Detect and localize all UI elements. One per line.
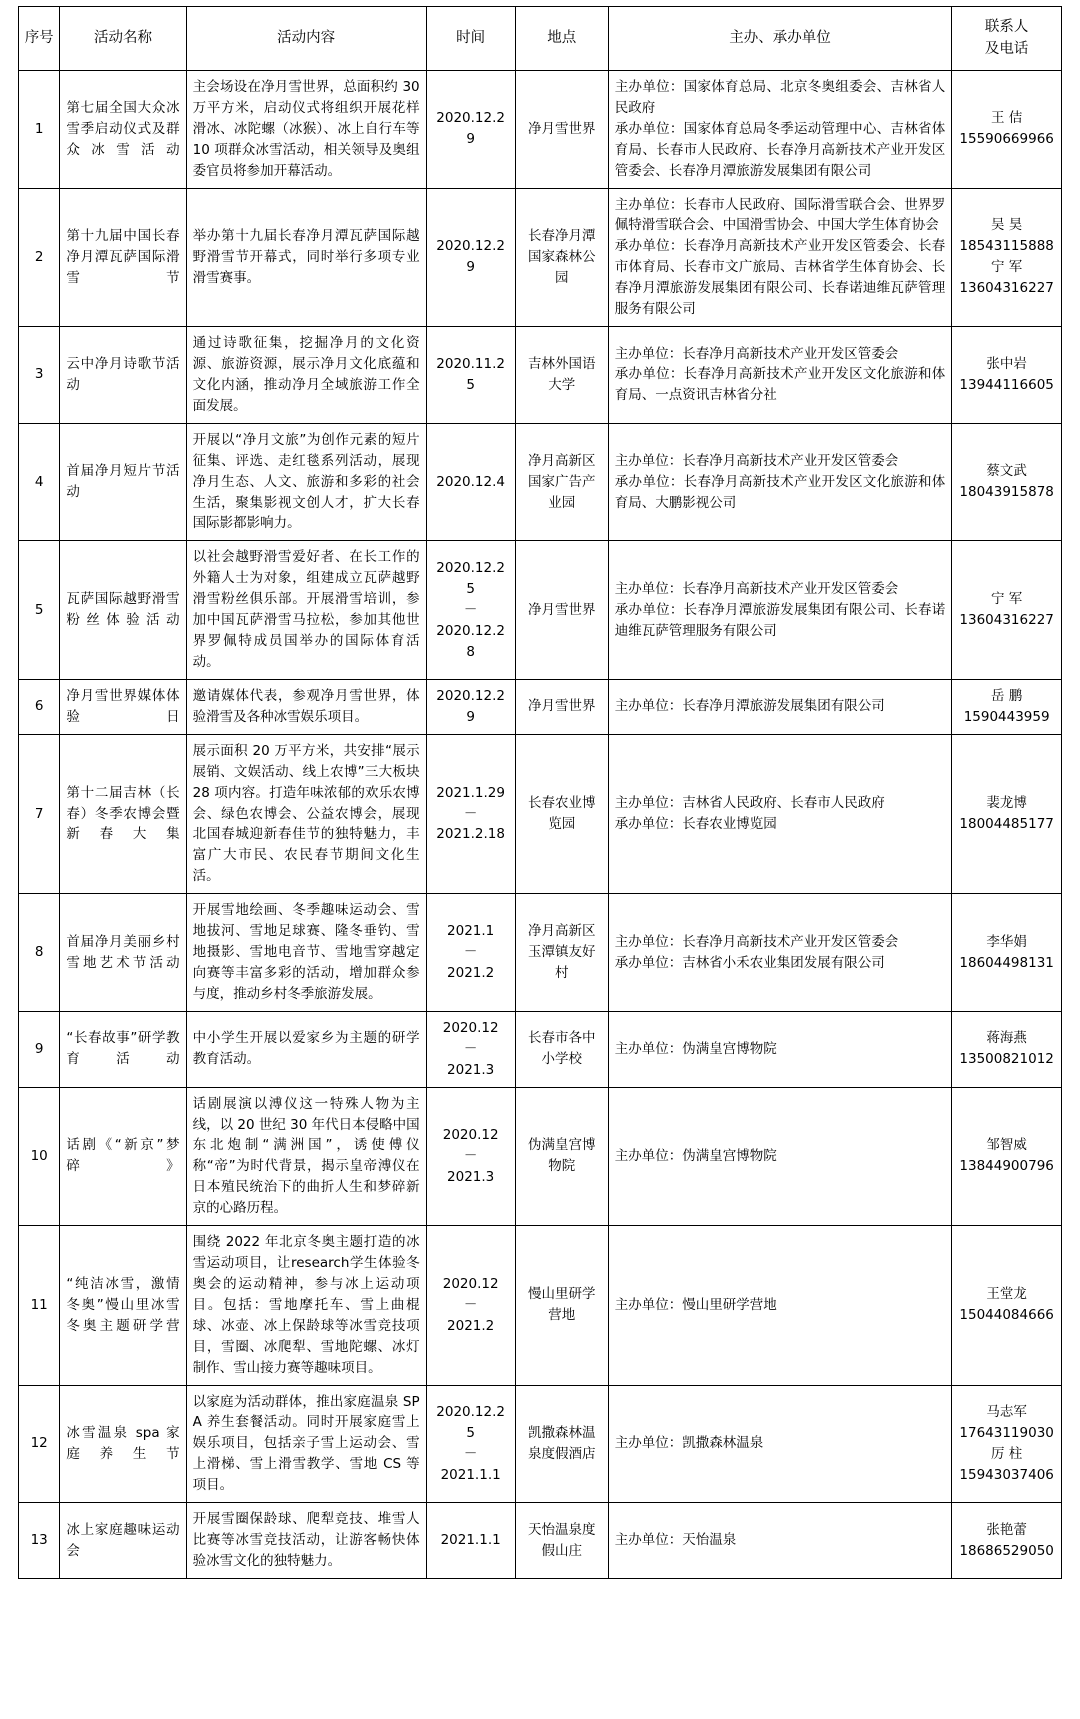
cell-activity-content: 话剧展演以溥仪这一特殊人物为主线，以 20 世纪 30 年代日本侵略中国东北炮制“满洲国”，诱使傅仪称“帝”为时代背景，揭示皇帝溥仪在日本殖民统治下的曲折人生和梦碎新京的心路历程。	[186, 1087, 426, 1226]
cell-no: 11	[19, 1226, 60, 1385]
cell-no: 8	[19, 894, 60, 1012]
cell-activity-name: 净月雪世界媒体体验日	[60, 679, 186, 734]
cell-contact: 宁 军 13604316227	[952, 541, 1062, 680]
cell-no: 9	[19, 1011, 60, 1087]
cell-contact: 裴龙博 18004485177	[952, 734, 1062, 893]
table-row	[19, 1011, 1062, 1087]
cell-activity-name: 冰雪温泉 spa 家庭养生节	[60, 1385, 186, 1503]
cell-activity-name: 第十二届吉林（长春）冬季农博会暨新春大集	[60, 734, 186, 893]
cell-no: 3	[19, 327, 60, 424]
activities-table	[18, 6, 1062, 1579]
cell-activity-name: 云中净月诗歌节活动	[60, 327, 186, 424]
cell-contact: 马志军 17643119030 厉 柱 15943037406	[952, 1385, 1062, 1503]
cell-place: 净月雪世界	[515, 679, 608, 734]
cell-time: 2020.12.29	[426, 188, 515, 327]
cell-activity-name: “长春故事”研学教育活动	[60, 1011, 186, 1087]
cell-organizer: 主办单位：凯撒森林温泉	[608, 1385, 952, 1503]
cell-time: 2021.1 － 2021.2	[426, 894, 515, 1012]
cell-activity-name: 第十九届中国长春净月潭瓦萨国际滑雪节	[60, 188, 186, 327]
column-header-name: 活动名称	[60, 7, 186, 71]
cell-no: 2	[19, 188, 60, 327]
cell-organizer: 主办单位：伪满皇宫博物院	[608, 1011, 952, 1087]
cell-place: 长春市各中小学校	[515, 1011, 608, 1087]
cell-place: 凯撒森林温泉度假酒店	[515, 1385, 608, 1503]
cell-organizer: 主办单位：国家体育总局、北京冬奥组委会、吉林省人民政府 承办单位：国家体育总局冬季运动管理中心、吉林省体育局、长春市人民政府、长春净月高新技术产业开发区管委会、长春净月潭旅游发展集团有限公司	[608, 70, 952, 188]
table-header-row	[19, 7, 1062, 71]
column-header-content: 活动内容	[186, 7, 426, 71]
cell-contact: 王 佶 15590669966	[952, 70, 1062, 188]
cell-no: 1	[19, 70, 60, 188]
table-row	[19, 1226, 1062, 1385]
cell-activity-name: 首届净月美丽乡村雪地艺术节活动	[60, 894, 186, 1012]
cell-contact: 岳 鹏 1590443959	[952, 679, 1062, 734]
cell-organizer: 主办单位：天怡温泉	[608, 1503, 952, 1579]
cell-activity-name: 冰上家庭趣味运动会	[60, 1503, 186, 1579]
cell-time: 2020.12.29	[426, 679, 515, 734]
cell-place: 净月雪世界	[515, 541, 608, 680]
cell-activity-content: 开展以“净月文旅”为创作元素的短片征集、评选、走红毯系列活动，展现净月生态、人文、旅游和多彩的社会生活，聚集影视文创人才，扩大长春国际影都影响力。	[186, 423, 426, 541]
cell-no: 5	[19, 541, 60, 680]
cell-activity-content: 以社会越野滑雪爱好者、在长工作的外籍人士为对象，组建成立瓦萨越野滑雪粉丝俱乐部。开展滑雪培训，参加中国瓦萨滑雪马拉松，参加其他世界罗佩特成员国举办的国际体育活动。	[186, 541, 426, 680]
cell-no: 13	[19, 1503, 60, 1579]
cell-time: 2020.12 － 2021.3	[426, 1087, 515, 1226]
column-header-time: 时间	[426, 7, 515, 71]
column-header-organizer: 主办、承办单位	[608, 7, 952, 71]
cell-activity-content: 开展雪圈保龄球、爬犁竞技、堆雪人比赛等冰雪竞技活动，让游客畅快体验冰雪文化的独特魅力。	[186, 1503, 426, 1579]
cell-time: 2020.12.4	[426, 423, 515, 541]
cell-organizer: 主办单位：长春净月潭旅游发展集团有限公司	[608, 679, 952, 734]
cell-place: 慢山里研学营地	[515, 1226, 608, 1385]
cell-time: 2021.1.1	[426, 1503, 515, 1579]
table-row	[19, 541, 1062, 680]
cell-no: 7	[19, 734, 60, 893]
cell-activity-content: 举办第十九届长春净月潭瓦萨国际越野滑雪节开幕式，同时举行多项专业滑雪赛事。	[186, 188, 426, 327]
table-row	[19, 1503, 1062, 1579]
cell-no: 10	[19, 1087, 60, 1226]
cell-activity-content: 中小学生开展以爱家乡为主题的研学教育活动。	[186, 1011, 426, 1087]
table-row	[19, 679, 1062, 734]
cell-place: 吉林外国语大学	[515, 327, 608, 424]
cell-no: 6	[19, 679, 60, 734]
contact-header-line1: 联系人	[984, 19, 1029, 35]
cell-time: 2021.1.29 － 2021.2.18	[426, 734, 515, 893]
table-row	[19, 327, 1062, 424]
cell-place: 净月高新区玉潭镇友好村	[515, 894, 608, 1012]
cell-activity-content: 围绕 2022 年北京冬奥主题打造的冰雪运动项目，让research学生体验冬奥会的运动精神，参与冰上运动项目。包括：雪地摩托车、雪上曲棍球、冰壶、冰上保龄球等冰雪竞技项目，雪圈、冰爬犁、雪地陀螺、冰灯制作、雪山接力赛等趣味项目。	[186, 1226, 426, 1385]
cell-contact: 吴 昊 18543115888 宁 军 13604316227	[952, 188, 1062, 327]
cell-organizer: 主办单位：长春净月高新技术产业开发区管委会 承办单位：长春净月高新技术产业开发区文化旅游和体育局、大鹏影视公司	[608, 423, 952, 541]
cell-place: 净月高新区国家广告产业园	[515, 423, 608, 541]
table-row	[19, 1087, 1062, 1226]
table-row	[19, 70, 1062, 188]
cell-contact: 张艳蕾 18686529050	[952, 1503, 1062, 1579]
cell-activity-content: 通过诗歌征集，挖掘净月的文化资源、旅游资源，展示净月文化底蕴和文化内涵，推动净月全域旅游工作全面发展。	[186, 327, 426, 424]
cell-activity-content: 展示面积 20 万平方米，共安排“展示展销、文娱活动、线上农博”三大板块 28 项内容。打造年味浓郁的欢乐农博会、绿色农博会、公益农博会，展现北国春城迎新春佳节的独特魅力，丰富广大市民、农民春节期间文化生活。	[186, 734, 426, 893]
cell-place: 净月雪世界	[515, 70, 608, 188]
cell-activity-content: 以家庭为活动群体，推出家庭温泉 SPA 养生套餐活动。同时开展家庭雪上娱乐项目，包括亲子雪上运动会、雪上滑梯、雪上滑雪教学、雪地 CS 等项目。	[186, 1385, 426, 1503]
cell-time: 2020.12 － 2021.3	[426, 1011, 515, 1087]
cell-organizer: 主办单位：长春净月高新技术产业开发区管委会 承办单位：长春净月高新技术产业开发区文化旅游和体育局、一点资讯吉林省分社	[608, 327, 952, 424]
column-header-no: 序号	[19, 7, 60, 71]
cell-time: 2020.12.29	[426, 70, 515, 188]
cell-organizer: 主办单位：吉林省人民政府、长春市人民政府 承办单位：长春农业博览园	[608, 734, 952, 893]
cell-activity-name: 瓦萨国际越野滑雪粉丝体验活动	[60, 541, 186, 680]
cell-organizer: 主办单位：长春净月高新技术产业开发区管委会 承办单位：吉林省小禾农业集团发展有限公司	[608, 894, 952, 1012]
cell-no: 12	[19, 1385, 60, 1503]
table-row	[19, 188, 1062, 327]
cell-contact: 蔡文武 18043915878	[952, 423, 1062, 541]
table-body	[19, 70, 1062, 1578]
cell-no: 4	[19, 423, 60, 541]
cell-contact: 李华娟 18604498131	[952, 894, 1062, 1012]
cell-place: 长春净月潭国家森林公园	[515, 188, 608, 327]
cell-organizer: 主办单位：长春市人民政府、国际滑雪联合会、世界罗佩特滑雪联合会、中国滑雪协会、中国大学生体育协会 承办单位：长春净月高新技术产业开发区管委会、长春市体育局、长春市文广旅局、吉林省学生体育协会、长春净月潭旅游发展集团有限公司、长春诺迪维瓦萨管理服务有限公司	[608, 188, 952, 327]
cell-organizer: 主办单位：伪满皇宫博物院	[608, 1087, 952, 1226]
cell-activity-name: 首届净月短片节活动	[60, 423, 186, 541]
cell-time: 2020.11.25	[426, 327, 515, 424]
cell-activity-content: 开展雪地绘画、冬季趣味运动会、雪地拔河、雪地足球赛、隆冬垂钓、雪地摄影、雪地电音节、雪地雪穿越定向赛等丰富多彩的活动，增加群众参与度，推动乡村冬季旅游发展。	[186, 894, 426, 1012]
cell-time: 2020.12 － 2021.2	[426, 1226, 515, 1385]
cell-activity-name: “纯洁冰雪，激情冬奥”慢山里冰雪冬奥主题研学营	[60, 1226, 186, 1385]
cell-organizer: 主办单位：长春净月高新技术产业开发区管委会 承办单位：长春净月潭旅游发展集团有限公司、长春诺迪维瓦萨管理服务有限公司	[608, 541, 952, 680]
column-header-place: 地点	[515, 7, 608, 71]
table-row	[19, 894, 1062, 1012]
cell-activity-name: 话剧《“新京”梦碎》	[60, 1087, 186, 1226]
cell-activity-content: 邀请媒体代表，参观净月雪世界，体验滑雪及各种冰雪娱乐项目。	[186, 679, 426, 734]
cell-contact: 张中岩 13944116605	[952, 327, 1062, 424]
column-header-contact	[952, 7, 1062, 71]
cell-time: 2020.12.25 － 2021.1.1	[426, 1385, 515, 1503]
contact-header-line2: 及电话	[984, 41, 1029, 58]
table-header	[19, 7, 1062, 71]
cell-activity-name: 第七届全国大众冰雪季启动仪式及群众冰雪活动	[60, 70, 186, 188]
cell-place: 天怡温泉度假山庄	[515, 1503, 608, 1579]
cell-place: 伪满皇宫博物院	[515, 1087, 608, 1226]
cell-place: 长春农业博览园	[515, 734, 608, 893]
table-row	[19, 1385, 1062, 1503]
cell-time: 2020.12.25 － 2020.12.28	[426, 541, 515, 680]
cell-contact: 邹智威 13844900796	[952, 1087, 1062, 1226]
table-row	[19, 423, 1062, 541]
table-row	[19, 734, 1062, 893]
cell-contact: 王堂龙 15044084666	[952, 1226, 1062, 1385]
cell-contact: 蒋海燕 13500821012	[952, 1011, 1062, 1087]
cell-organizer: 主办单位：慢山里研学营地	[608, 1226, 952, 1385]
cell-activity-content: 主会场设在净月雪世界，总面积约 30 万平方米，启动仪式将组织开展花样滑冰、冰陀螺（冰猴）、冰上自行车等 10 项群众冰雪活动，相关领导及奥组委官员将参加开幕活动。	[186, 70, 426, 188]
